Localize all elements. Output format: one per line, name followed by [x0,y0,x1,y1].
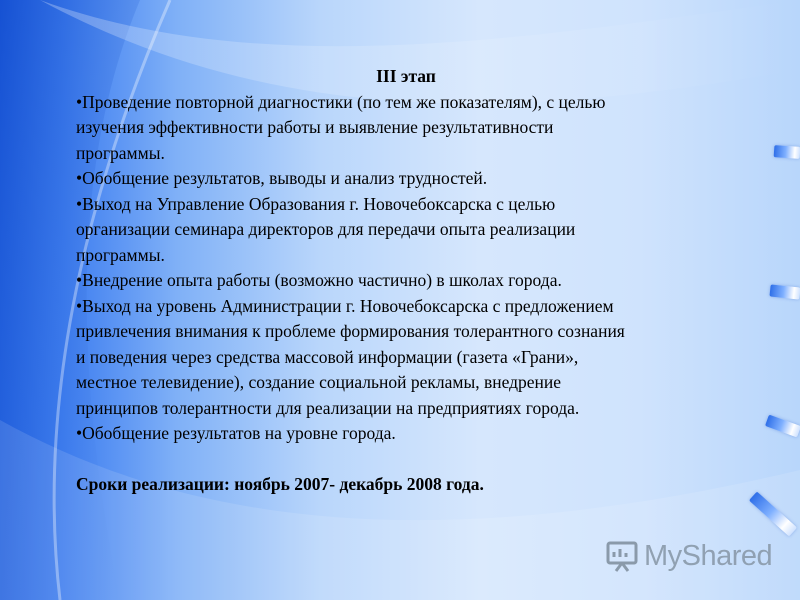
bullet-item [76,294,736,422]
presentation-board-icon [604,539,640,573]
slide-content [76,64,736,497]
bullet-item [76,166,736,192]
bullet-mark: • [76,91,83,112]
bullet-line: принципов толерантности для реализации на предприятиях города. [76,397,580,418]
watermark-logo [604,536,774,576]
bullet-mark: • [76,193,83,214]
decorative-dash [774,145,800,159]
bullet-line: изучения эффективности работы и выявление результативности [76,117,554,137]
bullet-line: привлечения внимания к проблеме формирования толерантного сознания [76,321,625,341]
bullet-line: Выход на уровень Администрации г. Новочебоксарска с предложением [82,295,614,316]
bullet-line: и поведения через средства массовой информации (газета «Грани», [76,346,579,367]
watermark-text: MyShared [644,539,773,572]
stage-title: III этап [376,66,436,86]
bullet-item [76,192,736,269]
bullet-mark: • [76,270,83,290]
bullet-mark: • [76,168,83,188]
bullet-item [76,421,736,447]
bullet-line: Обобщение результатов на уровне города. [82,423,396,443]
bullet-mark: • [76,423,83,443]
deadline-text: Сроки реализации: ноябрь 2007- декабрь 2008 года. [76,473,484,494]
bullet-line: организации семинара директоров для передачи опыта реализации [76,219,576,239]
bullet-item [76,268,736,294]
bullet-line: местное телевидение), создание социальной рекламы, внедрение [76,372,562,392]
bullet-line: Выход на Управление Образования г. Новочебоксарска с целью [82,193,556,214]
bullet-mark: • [76,295,83,316]
bullet-line: Обобщение результатов, выводы и анализ трудностей. [82,168,488,188]
bullet-line: программы. [76,142,165,163]
bullet-line: программы. [76,244,165,265]
bullet-line: Внедрение опыта работы (возможно частично) в школах города. [82,270,562,290]
bullet-line: Проведение повторной диагностики (по тем же показателям), с целью [82,91,606,112]
spacer [76,447,736,472]
bullet-item [76,90,736,167]
